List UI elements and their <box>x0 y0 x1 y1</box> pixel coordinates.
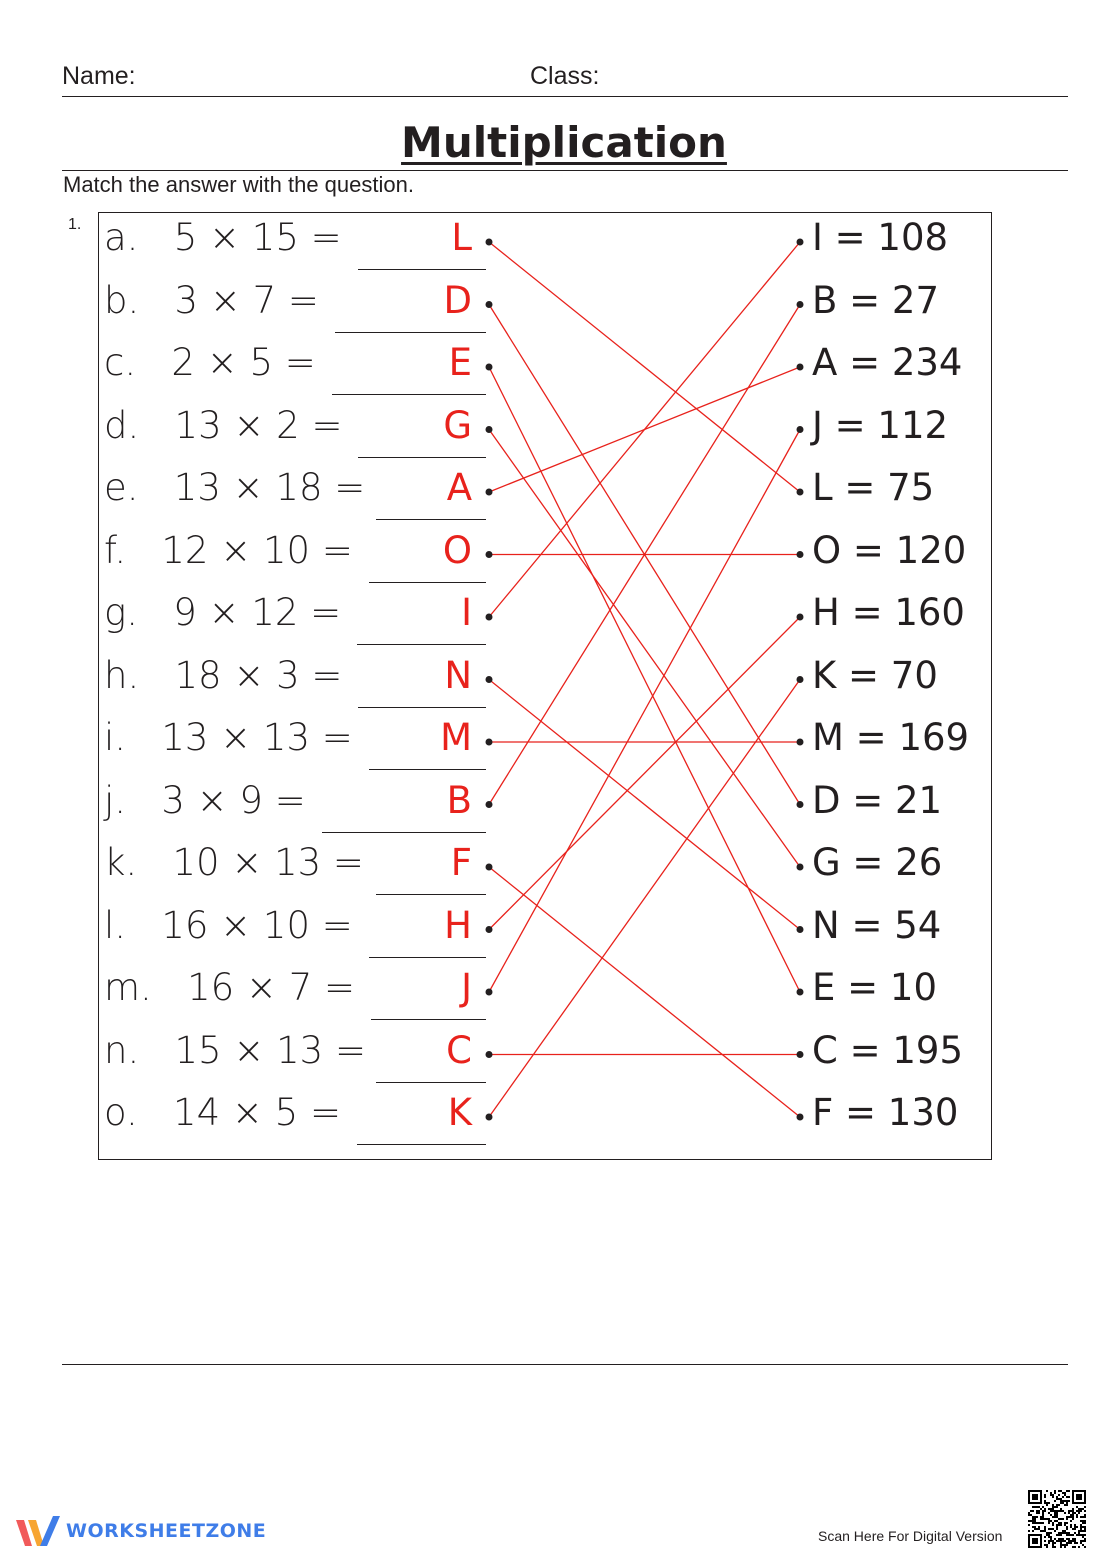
left-dot[interactable] <box>486 1114 493 1121</box>
answer-letter: L <box>451 216 472 259</box>
answer-label: O = 120 <box>812 528 967 572</box>
answer-letter: C <box>446 1028 472 1072</box>
answer-label: F = 130 <box>812 1091 959 1134</box>
scan-text: Scan Here For Digital Version <box>818 1528 1003 1544</box>
left-dot[interactable] <box>486 301 493 308</box>
right-dot[interactable] <box>797 676 804 683</box>
question-number: 1. <box>68 216 82 233</box>
right-dot[interactable] <box>797 614 804 621</box>
question-label: e. 13 × 18 = <box>104 466 366 509</box>
answer-label: H = 160 <box>812 591 965 634</box>
answer-label: E = 10 <box>812 966 937 1009</box>
match-line <box>489 680 800 930</box>
answer-letter: O <box>442 528 472 572</box>
question-label: i. 13 × 13 = <box>104 716 353 759</box>
answer-letter: E <box>448 341 472 384</box>
answer-label: G = 26 <box>812 841 943 884</box>
question-label: a. 5 × 15 = <box>104 216 342 259</box>
brand-name: WORKSHEETZONE <box>66 1520 267 1542</box>
right-dot[interactable] <box>797 1114 804 1121</box>
qr-code-icon[interactable] <box>1028 1490 1086 1548</box>
question-label: h. 18 × 3 = <box>104 653 343 697</box>
answer-label: I = 108 <box>812 216 949 259</box>
answer-label: B = 27 <box>812 278 939 322</box>
left-dot[interactable] <box>486 551 493 558</box>
right-dot[interactable] <box>797 239 804 246</box>
right-dot[interactable] <box>797 489 804 496</box>
answer-letter: J <box>461 966 472 1009</box>
left-dot[interactable] <box>486 801 493 808</box>
question-label: o. 14 × 5 = <box>104 1091 341 1134</box>
question-label: m. 16 × 7 = <box>104 966 355 1009</box>
match-line <box>489 242 800 492</box>
right-dot[interactable] <box>797 801 804 808</box>
answer-label: A = 234 <box>812 341 963 384</box>
answer-letter: A <box>446 466 472 509</box>
answer-letter: M <box>440 716 472 759</box>
answer-label: M = 169 <box>812 716 970 759</box>
left-dot[interactable] <box>486 1051 493 1058</box>
right-dot[interactable] <box>797 864 804 871</box>
answer-letter: G <box>443 403 472 447</box>
match-line <box>489 430 800 993</box>
match-line <box>489 242 800 617</box>
answer-label: D = 21 <box>812 778 943 822</box>
answer-letter: D <box>443 278 472 322</box>
left-dot[interactable] <box>486 489 493 496</box>
left-dot[interactable] <box>486 989 493 996</box>
answer-label: L = 75 <box>812 466 935 509</box>
right-dot[interactable] <box>797 739 804 746</box>
match-line <box>489 867 800 1117</box>
question-label: b. 3 × 7 = <box>104 278 319 322</box>
worksheetzone-logo-icon <box>14 1512 62 1552</box>
answer-label: J = 112 <box>812 403 949 447</box>
question-label: c. 2 × 5 = <box>104 341 316 384</box>
answer-letter: N <box>444 653 472 697</box>
answer-label: K = 70 <box>812 653 938 697</box>
left-dot[interactable] <box>486 426 493 433</box>
right-dot[interactable] <box>797 1051 804 1058</box>
answer-label: C = 195 <box>812 1028 963 1072</box>
question-label: f. 12 × 10 = <box>104 528 353 572</box>
answer-label: N = 54 <box>812 903 942 947</box>
question-label: g. 9 × 12 = <box>104 591 342 634</box>
question-label: k. 10 × 13 = <box>104 841 364 884</box>
name-label: Name: <box>62 62 136 90</box>
question-label: d. 13 × 2 = <box>104 403 343 447</box>
right-dot[interactable] <box>797 989 804 996</box>
left-dot[interactable] <box>486 364 493 371</box>
right-dot[interactable] <box>797 364 804 371</box>
right-dot[interactable] <box>797 426 804 433</box>
question-label: n. 15 × 13 = <box>104 1028 366 1072</box>
left-dot[interactable] <box>486 239 493 246</box>
page-title: Multiplication <box>401 118 727 167</box>
right-dot[interactable] <box>797 301 804 308</box>
left-dot[interactable] <box>486 926 493 933</box>
left-dot[interactable] <box>486 676 493 683</box>
question-label: l. 16 × 10 = <box>104 903 353 947</box>
left-dot[interactable] <box>486 864 493 871</box>
right-dot[interactable] <box>797 551 804 558</box>
footer-divider <box>62 1364 1068 1365</box>
answer-letter: H <box>444 903 472 947</box>
right-dot[interactable] <box>797 926 804 933</box>
answer-letter: K <box>447 1091 472 1134</box>
class-label: Class: <box>530 62 600 90</box>
answer-letter: F <box>450 841 472 884</box>
question-label: j. 3 × 9 = <box>104 778 306 822</box>
answer-letter: I <box>461 591 472 634</box>
answer-letter: B <box>446 778 472 822</box>
left-dot[interactable] <box>486 739 493 746</box>
match-line <box>489 617 800 930</box>
match-line <box>489 430 800 868</box>
left-dot[interactable] <box>486 614 493 621</box>
instructions: Match the answer with the question. <box>63 172 414 197</box>
